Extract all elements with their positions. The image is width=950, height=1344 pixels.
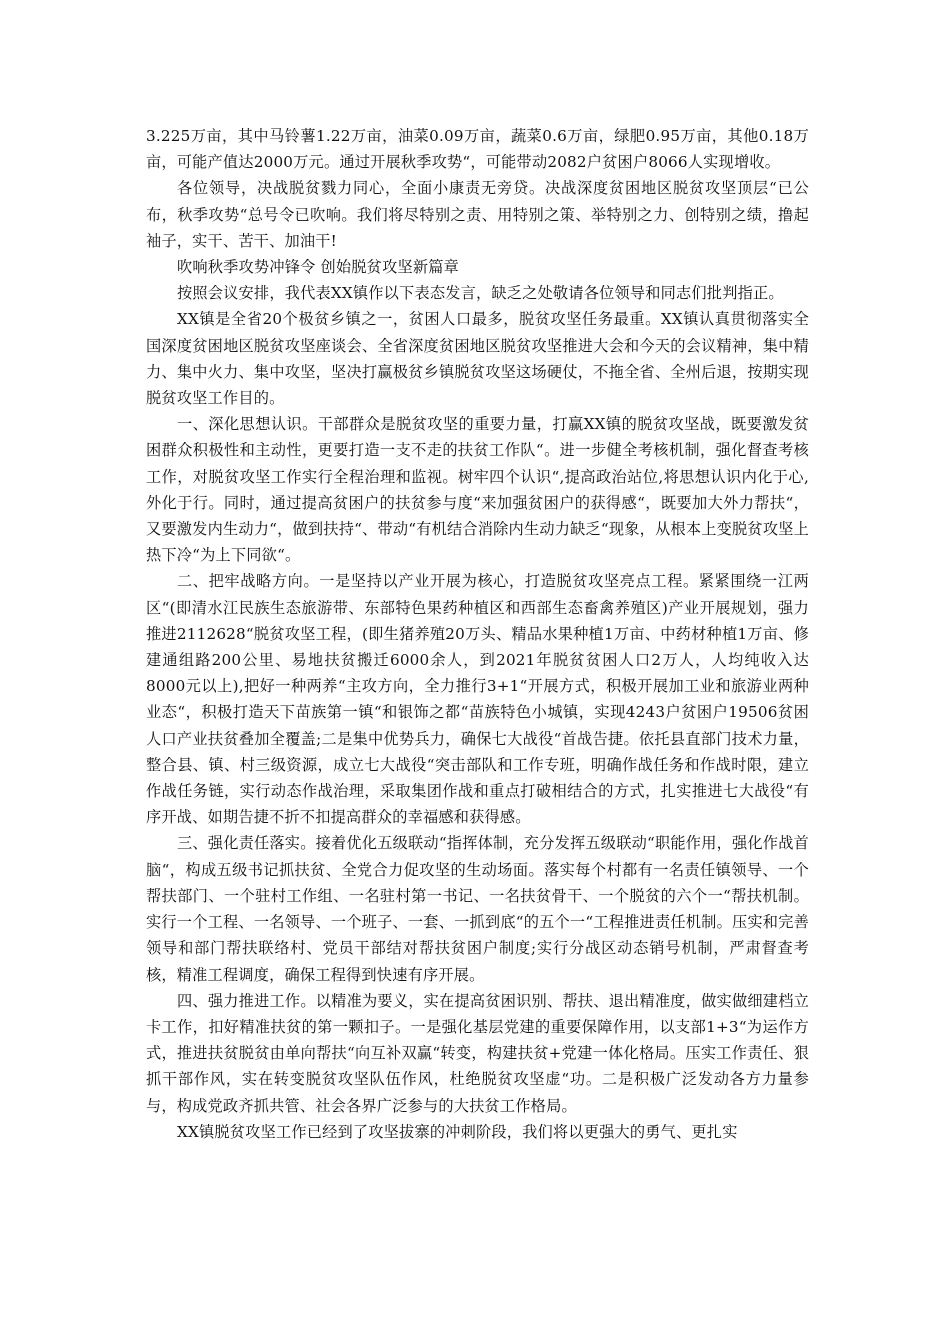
paragraph-point-two: 二、把牢战略方向。一是坚持以产业开展为核心，打造脱贫攻坚亮点工程。紧紧围绕一江两区“(即清水江民族生态旅游带、东部特色果药种植区和西部生态畜禽养殖区)产业开展规划，强力推进2112628“脱贫攻坚工程，(即生猪养殖20万头、精品水果种植1万亩、中药材种植1万亩、修建通组路200公里、易地扶贫搬迁6000余人，到2021年脱贫贫困人口2万人，人均纯收入达8000元以上),把好一种两养“主攻方向，全力推行3+1“开展方式，积极开展加工业和旅游业两种业态“，积极打造天下苗族第一镇“和银饰之都“苗族特色小城镇，实现4243户贫困户19506贫困人口产业扶贫叠加全覆盖;二是集中优势兵力，确保七大战役“首战告捷。依托县直部门技术力量，整合县、镇、村三级资源，成立七大战役“突击部队和工作专班，明确作战任务和作战时限，建立作战任务链，实行动态作战治理，采取集团作战和重点打破相结合的方式，扎实推进七大战役“有序开战、如期告捷不折不扣提高群众的幸福感和获得感。: [146, 572, 809, 827]
document-page: [146, 123, 809, 1145]
paragraph-closing-call: 各位领导，决战脱贫戮力同心，全面小康责无旁贷。决战深度贫困地区脱贫攻坚顶层“已公布，秋季攻势“总号令已吹响。我们将尽特别之责、用特别之策、举特别之力、创特别之绩，撸起袖子，实干、苦干、加油干!: [146, 179, 809, 250]
paragraph-point-one: 一、深化思想认识。干部群众是脱贫攻坚的重要力量，打赢XX镇的脱贫攻坚战，既要激发贫困群众积极性和主动性，更要打造一支不走的扶贫工作队“。进一步健全考核机制，强化督查考核工作，对脱贫攻坚工作实行全程治理和监视。树牢四个认识“,提高政治站位,将思想认识内化于心,外化于行。同时，通过提高贫困户的扶贫参与度“来加强贫困户的获得感“，既要加大外力帮扶“，又要激发内生动力“，做到扶持“、带动“有机结合消除内生动力缺乏“现象，从根本上变脱贫攻坚上热下冷“为上下同欲“。: [146, 415, 809, 565]
section-title: 吹响秋季攻势冲锋令 创始脱贫攻坚新篇章: [177, 258, 460, 277]
paragraph-conclusion: XX镇脱贫攻坚工作已经到了攻坚拔寨的冲刺阶段，我们将以更强大的勇气、更扎实: [177, 1122, 738, 1141]
paragraph-harvest-summary: 3.225万亩，其中马铃薯1.22万亩，油菜0.09万亩，蔬菜0.6万亩，绿肥0.95万亩，其他0.18万亩，可能产值达2000万元。通过开展秋季攻势“，可能带动2082户贫困户8066人实现增收。: [146, 127, 809, 172]
paragraph-point-four: 四、强力推进工作。以精准为要义，实在提高贫困识别、帮扶、退出精准度，做实做细建档立卡工作，扣好精准扶贫的第一颗扣子。一是强化基层党建的重要保障作用，以支部1+3“为运作方式，推进扶贫脱贫由单向帮扶“向互补双赢“转变，构建扶贫+党建一体化格局。压实工作责任、狠抓干部作风，实在转变脱贫攻坚队伍作风，杜绝脱贫攻坚虚“功。二是积极广泛发动各方力量参与，构成党政齐抓共管、社会各界广泛参与的大扶贫工作格局。: [146, 991, 809, 1115]
paragraph-town-overview: XX镇是全省20个极贫乡镇之一，贫困人口最多，脱贫攻坚任务最重。XX镇认真贯彻落实全国深度贫困地区脱贫攻坚座谈会、全省深度贫困地区脱贫攻坚推进大会和今天的会议精神，集中精力、集中火力、集中攻坚，坚决打赢极贫乡镇脱贫攻坚这场硬仗，不拖全省、全州后退，按期实现脱贫攻坚工作目的。: [146, 310, 809, 408]
paragraph-opening: 按照会议安排，我代表XX镇作以下表态发言，缺乏之处敬请各位领导和同志们批判指正。: [177, 284, 784, 303]
paragraph-point-three: 三、强化责任落实。接着优化五级联动“指挥体制，充分发挥五级联动“职能作用，强化作战首脑“，构成五级书记抓扶贫、全党合力促攻坚的生动场面。落实每个村都有一名责任镇领导、一个帮扶部门、一个驻村工作组、一名驻村第一书记、一名扶贫骨干、一个脱贫的六个一“帮扶机制。实行一个工程、一名领导、一个班子、一套、一抓到底“的五个一“工程推进责任机制。压实和完善领导和部门帮扶联络村、党员干部结对帮扶贫困户制度;实行分战区动态销号机制，严肃督查考核，精准工程调度，确保工程得到快速有序开展。: [146, 834, 809, 984]
